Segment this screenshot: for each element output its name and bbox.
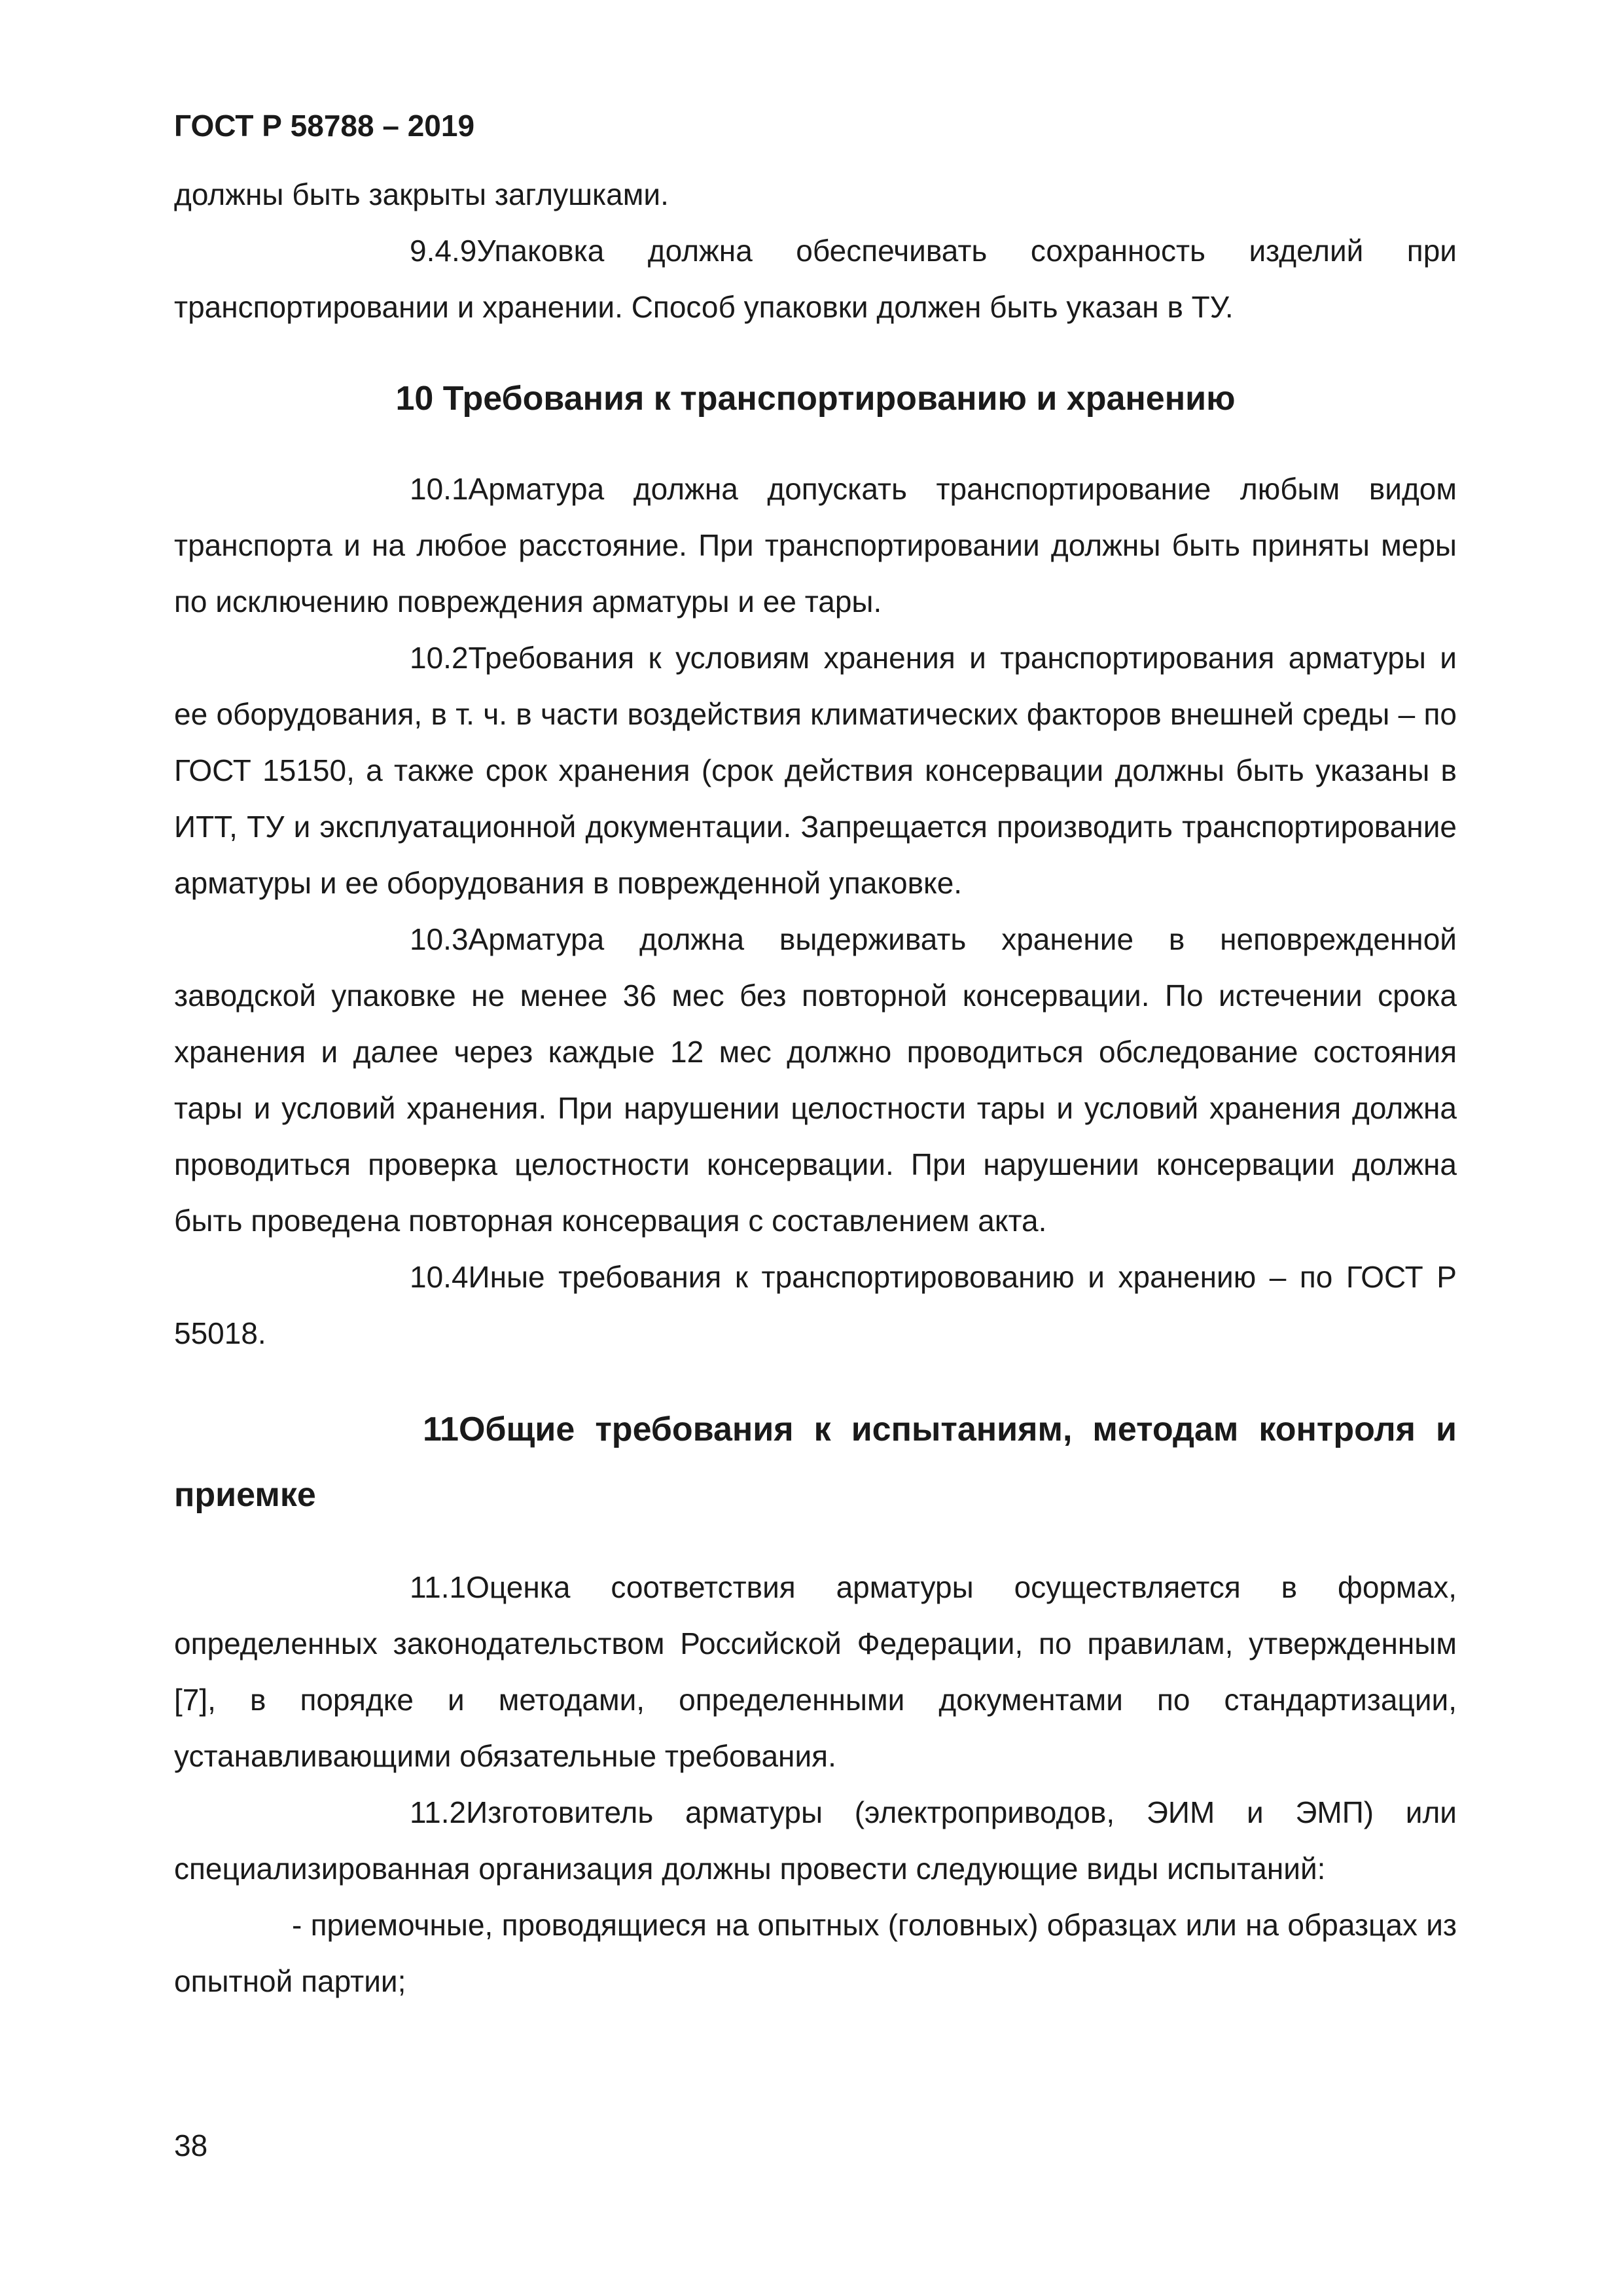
paragraph-10-1 [174, 461, 1457, 630]
paragraph-11-1 [174, 1559, 1457, 1784]
paragraph-11-2 [174, 1784, 1457, 1897]
paragraph-continued: должны быть закрыты заглушками. [174, 177, 669, 211]
page-number: 38 [174, 2128, 208, 2162]
list-item: - приемочные, проводящиеся на опытных (головных) образцах или на образцах из опытной партии; [174, 1908, 1457, 1998]
document-body [174, 166, 1457, 2009]
section-11-heading [174, 1361, 1457, 1559]
clause-number: 11.2 [410, 1795, 467, 1829]
clause-number: 11.1 [410, 1570, 467, 1604]
clause-text: Оценка соответствия арматуры осуществляется в формах, определенных законодательством Российской Федерации, по правилам, утвержденным [7], в порядке и методами, определенными документами по стандартизации, устанавливающими обязательные требования. [174, 1570, 1457, 1773]
paragraph-10-4 [174, 1249, 1457, 1361]
clause-number: 10.2 [410, 641, 469, 675]
clause-text: Арматура должна допускать транспортирование любым видом транспорта и на любое расстояние. При транспортировании должны быть приняты меры по исключению повреждения арматуры и ее тары. [174, 472, 1457, 619]
clause-number: 9.4.9 [410, 234, 477, 268]
section-title: Общие требования к испытаниям, методам контроля и приемке [174, 1410, 1457, 1514]
clause-number: 10.4 [410, 1260, 469, 1294]
clause-text: Требования к условиям хранения и транспортирования арматуры и ее оборудования, в т. ч. в части воздействия климатических факторов внешней среды – по ГОСТ 15150, а также срок хранения (срок действия консервации должны быть указаны в ИТТ, ТУ и эксплуатационной документации. Запрещается производить транспортирование арматуры и ее оборудования в поврежденной упаковке. [174, 641, 1457, 900]
paragraph-10-3 [174, 911, 1457, 1249]
paragraph-10-2 [174, 630, 1457, 911]
clause-text: Упаковка должна обеспечивать сохранность изделий при транспортировании и хранении. Способ упаковки должен быть указан в ТУ. [174, 234, 1457, 324]
clause-number: 10.1 [410, 472, 469, 506]
clause-text: Изготовитель арматуры (электроприводов, ЭИМ и ЭМП) или специализированная организация должны провести следующие виды испытаний: [174, 1795, 1457, 1886]
section-10-heading: 10 Требования к транспортированию и хранению [395, 380, 1236, 418]
clause-text: Арматура должна выдерживать хранение в неповрежденной заводской упаковке не менее 36 мес без повторной консервации. По истечении срока хранения и далее через каждые 12 мес должно проводиться обследование состояния тары и условий хранения. При нарушении целостности тары и условий хранения должна проводиться проверка целостности консервации. При нарушении консервации должна быть проведена повторная консервация с составлением акта. [174, 922, 1457, 1238]
section-number: 11 [423, 1410, 459, 1448]
paragraph-9-4-9 [174, 223, 1457, 335]
clause-number: 10.3 [410, 922, 469, 956]
document-code-header: ГОСТ Р 58788 – 2019 [174, 109, 475, 143]
clause-text: Иные требования к транспортировованию и хранению – по ГОСТ Р 55018. [174, 1260, 1457, 1350]
